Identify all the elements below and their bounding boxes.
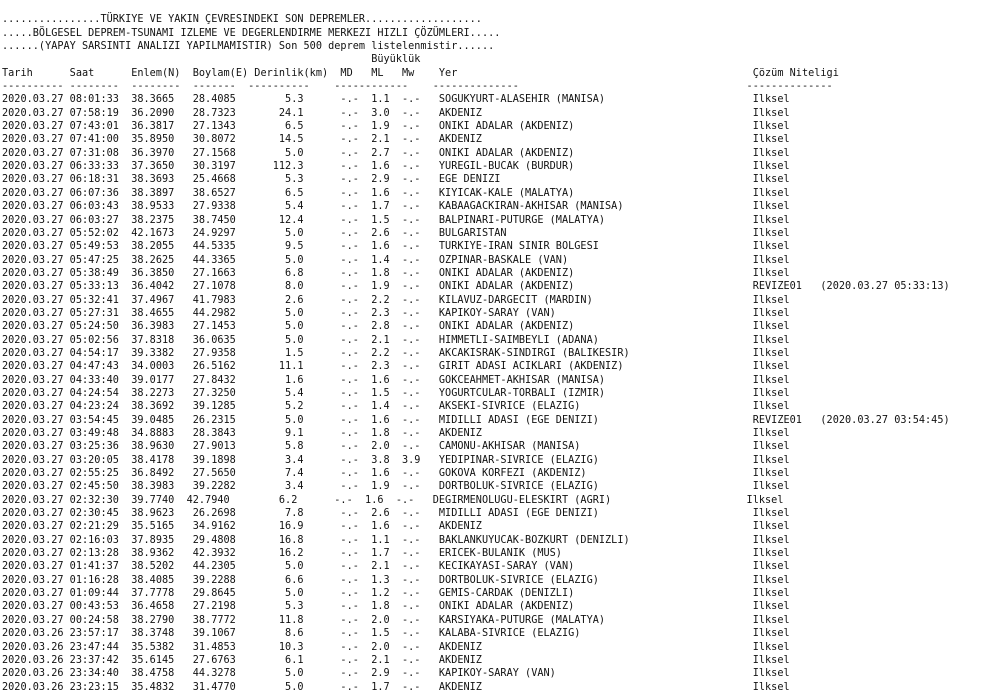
earthquake-row: 2020.03.26 23:47:44 35.5382 31.4853 10.3 -.- 2.0 -.- AKDENIZ Ilksel	[2, 641, 790, 653]
earthquake-row: 2020.03.27 02:16:03 37.8935 29.4808 16.8 -.- 1.1 -.- BAKLANKUYUCAK-BOZKURT (DENIZLI) Ilksel	[2, 534, 790, 546]
earthquake-row: 2020.03.27 02:45:50 38.3983 39.2282 3.4 -.- 1.9 -.- DORTBOLUK-SIVRICE (ELAZIG) Ilksel	[2, 481, 790, 493]
earthquake-row: 2020.03.27 04:33:40 39.0177 27.8432 1.6 -.- 1.6 -.- GOKCEAHMET-AKHISAR (MANISA) Ilksel	[2, 374, 790, 386]
earthquake-row: 2020.03.27 02:55:25 36.8492 27.5650 7.4 -.- 1.6 -.- GOKOVA KORFEZI (AKDENIZ) Ilksel	[2, 468, 790, 480]
earthquake-row: 2020.03.26 23:23:15 35.4832 31.4770 5.0 -.- 1.7 -.- AKDENIZ Ilksel	[2, 681, 790, 693]
earthquake-row: 2020.03.27 02:30:45 38.9623 26.2698 7.8 -.- 2.6 -.- MIDILLI ADASI (EGE DENIZI) Ilksel	[2, 508, 790, 520]
earthquake-row: 2020.03.27 05:27:31 38.4655 44.2982 5.0 -.- 2.3 -.- KAPIKOY-SARAY (VAN) Ilksel	[2, 307, 790, 319]
earthquake-row: 2020.03.27 06:18:31 38.3693 25.4668 5.3 -.- 2.9 -.- EGE DENIZI Ilksel	[2, 174, 790, 186]
earthquake-row: 2020.03.27 05:32:41 37.4967 41.7983 2.6 -.- 2.2 -.- KILAVUZ-DARGECIT (MARDIN) Ilksel	[2, 294, 790, 306]
earthquake-row: 2020.03.27 04:23:24 38.3692 39.1285 5.2 -.- 1.4 -.- AKSEKI-SIVRICE (ELAZIG) Ilksel	[2, 401, 790, 413]
earthquake-row: 2020.03.26 23:37:42 35.6145 27.6763 6.1 -.- 2.1 -.- AKDENIZ Ilksel	[2, 654, 790, 666]
earthquake-row: 2020.03.27 07:41:00 35.8950 30.8072 14.5 -.- 2.1 -.- AKDENIZ Ilksel	[2, 134, 790, 146]
column-dashes: ---------- -------- -------- ------- ---------- ------------ -------------- --------------	[2, 81, 833, 93]
earthquake-row: 2020.03.27 07:58:19 36.2090 28.7323 24.1 -.- 3.0 -.- AKDENIZ Ilksel	[2, 107, 790, 119]
header-institution: .....BÖLGESEL DEPREM-TSUNAMI IZLEME VE DEGERLENDIRME MERKEZI HIZLI ÇÖZÜMLERI.....	[2, 27, 501, 39]
earthquake-row: 2020.03.27 05:47:25 38.2625 44.3365 5.0 -.- 1.4 -.- OZPINAR-BASKALE (VAN) Ilksel	[2, 254, 790, 266]
earthquake-row: 2020.03.27 02:32:30 39.7740 42.7940 6.2 -.- 1.6 -.- DEGIRMENOLUGU-ELESKIRT (AGRI) Ilksel	[2, 494, 784, 506]
earthquake-row: 2020.03.27 05:02:56 37.8318 36.0635 5.0 -.- 2.1 -.- HIMMETLI-SAIMBEYLI (ADANA) Ilksel	[2, 334, 790, 346]
earthquake-row: 2020.03.27 07:31:08 36.3970 27.1568 5.0 -.- 2.7 -.- ONIKI ADALAR (AKDENIZ) Ilksel	[2, 147, 790, 159]
earthquake-row: 2020.03.27 03:25:36 38.9630 27.9013 5.8 -.- 2.0 -.- CAMONU-AKHISAR (MANISA) Ilksel	[2, 441, 790, 453]
column-headers: Tarih Saat Enlem(N) Boylam(E) Derinlik(km) MD ML Mw Yer Çözüm Niteligi	[2, 67, 839, 79]
earthquake-row: 2020.03.27 06:07:36 38.3897 38.6527 6.5 -.- 1.6 -.- KIYICAK-KALE (MALATYA) Ilksel	[2, 187, 790, 199]
earthquake-row: 2020.03.27 05:38:49 36.3850 27.1663 6.8 -.- 1.8 -.- ONIKI ADALAR (AKDENIZ) Ilksel	[2, 267, 790, 279]
earthquake-row: 2020.03.27 07:43:01 36.3817 27.1343 6.5 -.- 1.9 -.- ONIKI ADALAR (AKDENIZ) Ilksel	[2, 121, 790, 133]
earthquake-row: 2020.03.27 05:33:13 36.4042 27.1078 8.0 -.- 1.9 -.- ONIKI ADALAR (AKDENIZ) REVIZE01 (2020.03.27 05:33:13)	[2, 281, 950, 293]
earthquake-row: 2020.03.27 05:52:02 42.1673 24.9297 5.0 -.- 2.6 -.- BULGARISTAN Ilksel	[2, 227, 790, 239]
earthquake-row: 2020.03.27 00:43:53 36.4658 27.2198 5.3 -.- 1.8 -.- ONIKI ADALAR (AKDENIZ) Ilksel	[2, 601, 790, 613]
earthquake-row: 2020.03.27 05:24:50 36.3983 27.1453 5.0 -.- 2.8 -.- ONIKI ADALAR (AKDENIZ) Ilksel	[2, 321, 790, 333]
earthquake-row: 2020.03.27 03:49:48 34.8883 28.3843 9.1 -.- 1.8 -.- AKDENIZ Ilksel	[2, 428, 790, 439]
earthquake-row: 2020.03.26 23:34:40 38.4758 44.3278 5.0 -.- 2.9 -.- KAPIKOY-SARAY (VAN) Ilksel	[2, 668, 790, 680]
earthquake-row: 2020.03.27 08:01:33 38.3665 28.4085 5.3 -.- 1.1 -.- SOGUKYURT-ALASEHIR (MANISA) Ilksel	[2, 94, 790, 106]
earthquake-row: 2020.03.27 06:33:33 37.3650 30.3197 112.3 -.- 1.6 -.- YUREGIL-BUCAK (BURDUR) Ilksel	[2, 161, 790, 173]
blank-line	[2, 0, 950, 13]
earthquake-row: 2020.03.27 01:09:44 37.7778 29.8645 5.0 -.- 1.2 -.- GEMIS-CARDAK (DENIZLI) Ilksel	[2, 588, 790, 600]
magnitude-group-label: Büyüklük	[2, 54, 421, 66]
earthquake-listing	[2, 0, 950, 694]
header-title: ................TÜRKIYE VE YAKIN ÇEVRESINDEKI SON DEPREMLER...................	[2, 14, 482, 26]
header-note: ......(YAPAY SARSINTI ANALIZI YAPILMAMISTIR) Son 500 deprem listelenmistir......	[2, 41, 495, 53]
earthquake-row: 2020.03.27 03:54:45 39.0485 26.2315 5.0 -.- 1.6 -.- MIDILLI ADASI (EGE DENIZI) REVIZE01 (2020.03.27 03:54:45)	[2, 414, 950, 426]
earthquake-row: 2020.03.27 06:03:43 38.9533 27.9338 5.4 -.- 1.7 -.- KABAAGACKIRAN-AKHISAR (MANISA) Ilksel	[2, 201, 790, 213]
earthquake-row: 2020.03.27 03:20:05 38.4178 39.1898 3.4 -.- 3.8 3.9 YEDIPINAR-SIVRICE (ELAZIG) Ilksel	[2, 454, 790, 466]
earthquake-row: 2020.03.27 02:13:28 38.9362 42.3932 16.2 -.- 1.7 -.- ERICEK-BULANIK (MUS) Ilksel	[2, 548, 790, 560]
earthquake-row: 2020.03.27 04:47:43 34.0003 26.5162 11.1 -.- 2.3 -.- GIRIT ADASI ACIKLARI (AKDENIZ) Ilksel	[2, 361, 790, 373]
earthquake-row: 2020.03.27 06:03:27 38.2375 38.7450 12.4 -.- 1.5 -.- BALPINARI-PUTURGE (MALATYA) Ilksel	[2, 214, 790, 226]
earthquake-rows	[2, 93, 950, 693]
earthquake-row: 2020.03.27 01:16:28 38.4085 39.2288 6.6 -.- 1.3 -.- DORTBOLUK-SIVRICE (ELAZIG) Ilksel	[2, 574, 790, 586]
earthquake-row: 2020.03.27 05:49:53 38.2055 44.5335 9.5 -.- 1.6 -.- TURKIYE-IRAN SINIR BOLGESI Ilksel	[2, 241, 790, 253]
earthquake-row: 2020.03.27 04:24:54 38.2273 27.3250 5.4 -.- 1.5 -.- YOGURTCULAR-TORBALI (IZMIR) Ilksel	[2, 387, 790, 399]
earthquake-row: 2020.03.27 04:54:17 39.3382 27.9358 1.5 -.- 2.2 -.- AKCAKISRAK-SINDIRGI (BALIKESIR) Ilksel	[2, 347, 790, 359]
earthquake-row: 2020.03.27 01:41:37 38.5202 44.2305 5.0 -.- 2.1 -.- KECIKAYASI-SARAY (VAN) Ilksel	[2, 561, 790, 573]
earthquake-row: 2020.03.26 23:57:17 38.3748 39.1067 8.6 -.- 1.5 -.- KALABA-SIVRICE (ELAZIG) Ilksel	[2, 628, 790, 640]
earthquake-row: 2020.03.27 02:21:29 35.5165 34.9162 16.9 -.- 1.6 -.- AKDENIZ Ilksel	[2, 521, 790, 533]
earthquake-row: 2020.03.27 00:24:58 38.2790 38.7772 11.8 -.- 2.0 -.- KARSIYAKA-PUTURGE (MALATYA) Ilksel	[2, 614, 790, 626]
